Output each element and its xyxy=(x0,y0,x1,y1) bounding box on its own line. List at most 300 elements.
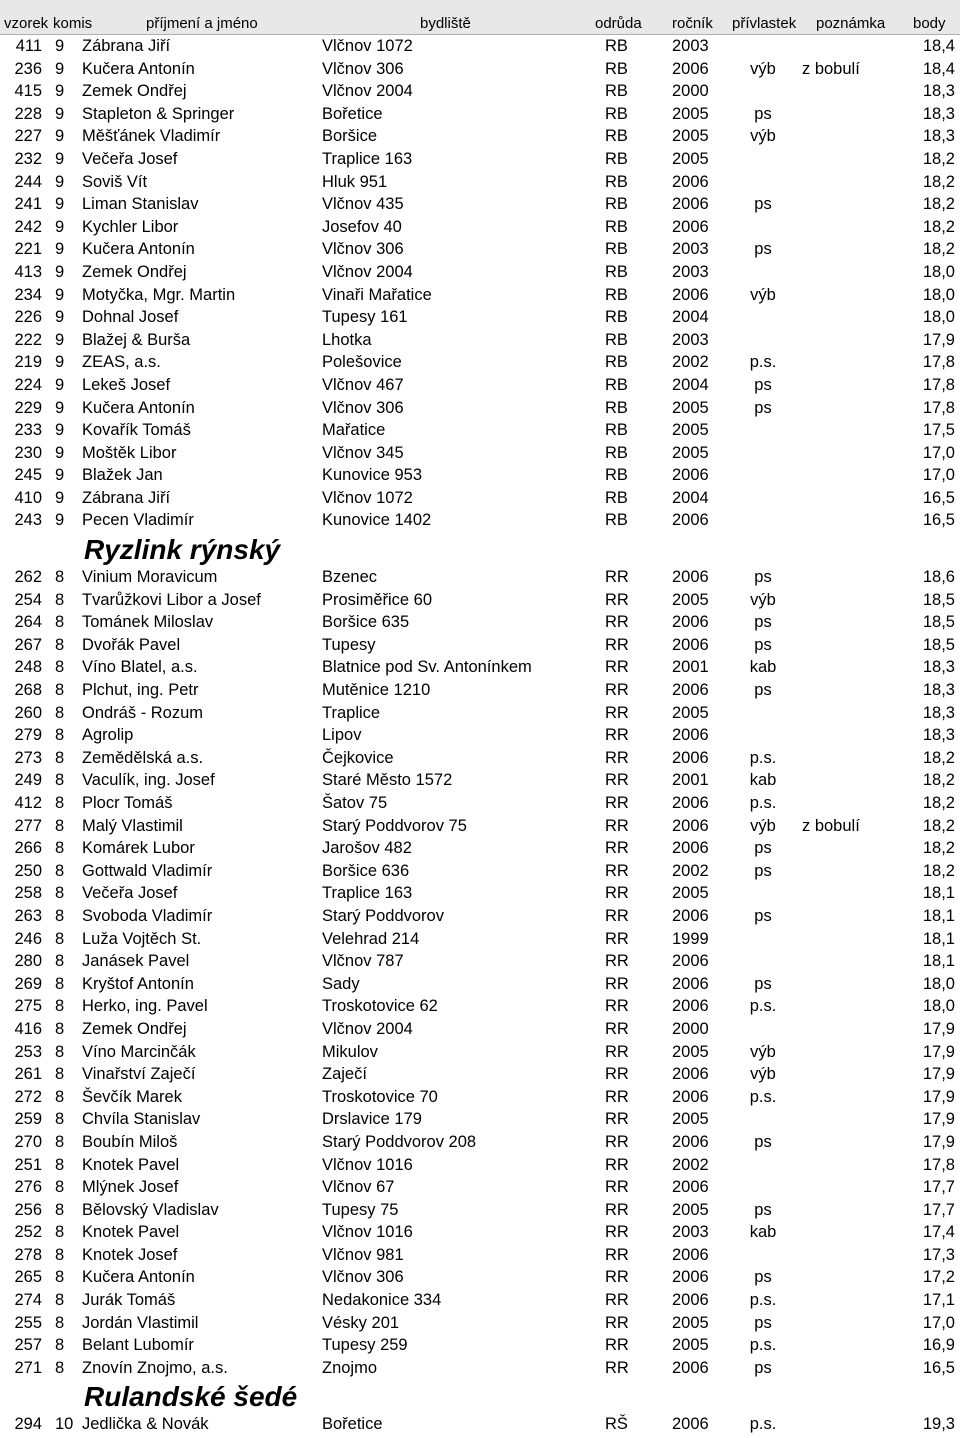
town-cell: Mařatice xyxy=(322,421,386,440)
header-sample: vzorek xyxy=(4,15,49,32)
town-cell: Traplice 163 xyxy=(322,884,413,903)
predicate-cell: p.s. xyxy=(749,748,777,767)
variety-cell: RR xyxy=(605,1132,629,1151)
grower-name-cell: Knotek Pavel xyxy=(82,1155,180,1174)
vintage-cell: 2006 xyxy=(672,1415,709,1434)
predicate-cell: ps xyxy=(754,375,772,394)
table-body xyxy=(0,35,960,1436)
vintage-cell: 2006 xyxy=(672,511,709,530)
table-row xyxy=(0,1289,960,1312)
table-row xyxy=(0,238,960,261)
town-cell: Vlčnov 467 xyxy=(322,375,404,394)
points-cell: 18,0 xyxy=(922,308,955,327)
variety-cell: RB xyxy=(605,217,628,236)
vintage-cell: 2005 xyxy=(672,104,709,123)
town-cell: Velehrad 214 xyxy=(322,929,420,948)
commission-number-cell: 8 xyxy=(55,568,65,587)
table-row xyxy=(0,284,960,307)
variety-cell: RR xyxy=(605,635,629,654)
commission-number-cell: 8 xyxy=(55,1019,65,1038)
variety-cell: RR xyxy=(605,974,629,993)
grower-name-cell: Kryštof Antonín xyxy=(82,974,194,993)
grower-name-cell: Zemek Ondřej xyxy=(82,82,187,101)
table-row xyxy=(0,1063,960,1086)
vintage-cell: 2004 xyxy=(672,308,709,327)
town-cell: Josefov 40 xyxy=(322,217,402,236)
commission-number-cell: 9 xyxy=(55,59,65,78)
commission-number-cell: 8 xyxy=(55,974,65,993)
variety-cell: RR xyxy=(605,906,629,925)
sample-number-cell: 262 xyxy=(14,568,42,587)
table-row xyxy=(0,1357,960,1380)
points-cell: 17,9 xyxy=(922,1019,955,1038)
town-cell: Hluk 951 xyxy=(322,172,388,191)
grower-name-cell: Svoboda Vladimír xyxy=(82,906,213,925)
town-cell: Boršice 635 xyxy=(322,613,410,632)
town-cell: Vlčnov 306 xyxy=(322,59,404,78)
commission-number-cell: 8 xyxy=(55,613,65,632)
sample-number-cell: 236 xyxy=(14,59,42,78)
table-row xyxy=(0,792,960,815)
points-cell: 17,8 xyxy=(922,353,955,372)
vintage-cell: 2005 xyxy=(672,1042,709,1061)
table-row xyxy=(0,1244,960,1267)
predicate-cell: ps xyxy=(754,195,772,214)
table-row xyxy=(0,464,960,487)
town-cell: Vlčnov 67 xyxy=(322,1178,395,1197)
vintage-cell: 2005 xyxy=(672,421,709,440)
commission-number-cell: 8 xyxy=(55,771,65,790)
commission-number-cell: 8 xyxy=(55,1087,65,1106)
points-cell: 18,0 xyxy=(922,974,955,993)
predicate-cell: výb xyxy=(750,127,776,146)
variety-cell: RR xyxy=(605,861,629,880)
table-header xyxy=(0,0,960,35)
vintage-cell: 2006 xyxy=(672,195,709,214)
commission-number-cell: 8 xyxy=(55,997,65,1016)
grower-name-cell: Kučera Antonín xyxy=(82,240,195,259)
vintage-cell: 2006 xyxy=(672,635,709,654)
vintage-cell: 2006 xyxy=(672,172,709,191)
variety-cell: RR xyxy=(605,748,629,767)
commission-number-cell: 8 xyxy=(55,726,65,745)
variety-cell: RR xyxy=(605,839,629,858)
town-cell: Bořetice xyxy=(322,104,383,123)
predicate-cell: p.s. xyxy=(749,1087,777,1106)
vintage-cell: 2005 xyxy=(672,590,709,609)
variety-cell: RB xyxy=(605,172,628,191)
vintage-cell: 1999 xyxy=(672,929,709,948)
variety-cell: RB xyxy=(605,488,628,507)
vintage-cell: 2006 xyxy=(672,285,709,304)
vintage-cell: 2005 xyxy=(672,1313,709,1332)
commission-number-cell: 8 xyxy=(55,703,65,722)
points-cell: 18,2 xyxy=(922,217,955,236)
predicate-cell: ps xyxy=(754,974,772,993)
predicate-cell: p.s. xyxy=(749,1291,777,1310)
commission-number-cell: 8 xyxy=(55,794,65,812)
predicate-cell: p.s. xyxy=(749,353,777,372)
grower-name-cell: Večeřa Josef xyxy=(82,884,178,903)
table-row xyxy=(0,397,960,420)
sample-number-cell: 245 xyxy=(14,466,42,485)
header-variety: odrůda xyxy=(595,15,642,32)
grower-name-cell: Tománek Miloslav xyxy=(82,613,214,632)
variety-cell: RB xyxy=(605,330,628,349)
points-cell: 16,5 xyxy=(922,488,955,507)
variety-cell: RR xyxy=(605,1291,629,1310)
sample-number-cell: 241 xyxy=(14,195,42,214)
grower-name-cell: Zemek Ondřej xyxy=(82,262,187,281)
vintage-cell: 2006 xyxy=(672,59,709,78)
table-row xyxy=(0,905,960,928)
vintage-cell: 2006 xyxy=(672,1087,709,1106)
vintage-cell: 2006 xyxy=(672,466,709,485)
points-cell: 19,3 xyxy=(922,1415,955,1434)
variety-cell: RR xyxy=(605,1200,629,1219)
predicate-cell: ps xyxy=(754,906,772,925)
variety-cell: RR xyxy=(605,1110,629,1129)
section-title: Rulandské šedé xyxy=(84,1381,298,1413)
town-cell: Znojmo xyxy=(322,1358,378,1377)
grower-name-cell: Agrolip xyxy=(82,726,134,745)
points-cell: 18,3 xyxy=(922,658,955,677)
commission-number-cell: 8 xyxy=(55,1245,65,1264)
sample-number-cell: 294 xyxy=(14,1415,42,1434)
points-cell: 17,0 xyxy=(922,466,955,485)
grower-name-cell: Kovařík Tomáš xyxy=(82,421,191,440)
table-row xyxy=(0,1312,960,1335)
table-row xyxy=(0,1221,960,1244)
vintage-cell: 2006 xyxy=(672,1132,709,1151)
points-cell: 18,4 xyxy=(922,37,955,55)
commission-number-cell: 8 xyxy=(55,1313,65,1332)
sample-number-cell: 412 xyxy=(14,794,42,812)
vintage-cell: 2000 xyxy=(672,1019,709,1038)
grower-name-cell: Zemek Ondřej xyxy=(82,1019,187,1038)
predicate-cell: ps xyxy=(754,1132,772,1151)
note-cell: z bobulí xyxy=(802,59,860,78)
points-cell: 18,3 xyxy=(922,703,955,722)
predicate-cell: výb xyxy=(750,285,776,304)
vintage-cell: 2006 xyxy=(672,794,709,812)
town-cell: Šatov 75 xyxy=(322,794,388,812)
sample-number-cell: 233 xyxy=(14,421,42,440)
variety-cell: RR xyxy=(605,703,629,722)
commission-number-cell: 9 xyxy=(55,308,65,327)
town-cell: Mikulov xyxy=(322,1042,378,1061)
predicate-cell: ps xyxy=(754,1268,772,1287)
grower-name-cell: Zábrana Jiří xyxy=(82,488,171,507)
table-row xyxy=(0,351,960,374)
variety-cell: RB xyxy=(605,262,628,281)
grower-name-cell: Kychler Libor xyxy=(82,217,179,236)
town-cell: Troskotovice 70 xyxy=(322,1087,438,1106)
grower-name-cell: Motyčka, Mgr. Martin xyxy=(82,285,236,304)
grower-name-cell: Jurák Tomáš xyxy=(82,1291,176,1310)
table-row xyxy=(0,1018,960,1041)
table-row xyxy=(0,928,960,951)
table-row xyxy=(0,1176,960,1199)
variety-cell: RB xyxy=(605,82,628,101)
table-row xyxy=(0,769,960,792)
predicate-cell: kab xyxy=(749,1223,777,1242)
commission-number-cell: 9 xyxy=(55,488,65,507)
sample-number-cell: 279 xyxy=(14,726,42,745)
grower-name-cell: Gottwald Vladimír xyxy=(82,861,213,880)
sample-number-cell: 248 xyxy=(14,658,42,677)
commission-number-cell: 9 xyxy=(55,127,65,146)
grower-name-cell: Ševčík Marek xyxy=(82,1087,182,1106)
sample-number-cell: 272 xyxy=(14,1087,42,1106)
table-row xyxy=(0,1266,960,1289)
table-row xyxy=(0,679,960,702)
vintage-cell: 2002 xyxy=(672,861,709,880)
table-row xyxy=(0,995,960,1018)
sample-number-cell: 244 xyxy=(14,172,42,191)
vintage-cell: 2005 xyxy=(672,884,709,903)
commission-number-cell: 8 xyxy=(55,1291,65,1310)
sample-number-cell: 269 xyxy=(14,974,42,993)
table-row xyxy=(0,306,960,329)
points-cell: 17,9 xyxy=(922,1110,955,1129)
sample-number-cell: 277 xyxy=(14,816,42,835)
points-cell: 17,9 xyxy=(922,1132,955,1151)
grower-name-cell: Vinium Moravicum xyxy=(82,568,218,587)
points-cell: 17,0 xyxy=(922,443,955,462)
commission-number-cell: 9 xyxy=(55,262,65,281)
variety-cell: RR xyxy=(605,1223,629,1242)
vintage-cell: 2006 xyxy=(672,1268,709,1287)
town-cell: Tupesy xyxy=(322,635,376,654)
town-cell: Vlčnov 435 xyxy=(322,195,404,214)
table-row xyxy=(0,1108,960,1131)
points-cell: 18,2 xyxy=(922,149,955,168)
vintage-cell: 2004 xyxy=(672,488,709,507)
predicate-cell: výb xyxy=(750,816,776,835)
header-year: ročník xyxy=(672,15,713,32)
points-cell: 18,3 xyxy=(922,127,955,146)
sample-number-cell: 226 xyxy=(14,308,42,327)
variety-cell: RR xyxy=(605,1358,629,1377)
predicate-cell: výb xyxy=(750,59,776,78)
predicate-cell: ps xyxy=(754,240,772,259)
grower-name-cell: Dohnal Josef xyxy=(82,308,179,327)
table-row xyxy=(0,193,960,216)
table-row xyxy=(0,103,960,126)
predicate-cell: p.s. xyxy=(749,1336,777,1355)
points-cell: 17,9 xyxy=(922,330,955,349)
points-cell: 18,3 xyxy=(922,104,955,123)
points-cell: 18,2 xyxy=(922,771,955,790)
vintage-cell: 2006 xyxy=(672,217,709,236)
commission-number-cell: 8 xyxy=(55,1065,65,1084)
commission-number-cell: 9 xyxy=(55,466,65,485)
sample-number-cell: 270 xyxy=(14,1132,42,1151)
town-cell: Lipov xyxy=(322,726,362,745)
table-row xyxy=(0,973,960,996)
points-cell: 18,0 xyxy=(922,997,955,1016)
town-cell: Starý Poddvorov 75 xyxy=(322,816,467,835)
table-row xyxy=(0,171,960,194)
town-cell: Tupesy 161 xyxy=(322,308,408,327)
sample-number-cell: 252 xyxy=(14,1223,42,1242)
variety-cell: RB xyxy=(605,127,628,146)
grower-name-cell: Víno Marcinčák xyxy=(82,1042,196,1061)
sample-number-cell: 253 xyxy=(14,1042,42,1061)
points-cell: 17,9 xyxy=(922,1065,955,1084)
commission-number-cell: 9 xyxy=(55,398,65,417)
table-row xyxy=(0,656,960,679)
grower-name-cell: Soviš Vít xyxy=(82,172,148,191)
table-row xyxy=(0,442,960,465)
grower-name-cell: Měšťánek Vladimír xyxy=(82,127,221,146)
predicate-cell: ps xyxy=(754,613,772,632)
table-row xyxy=(0,261,960,284)
grower-name-cell: Chvíla Stanislav xyxy=(82,1110,201,1129)
sample-number-cell: 227 xyxy=(14,127,42,146)
table-row xyxy=(0,1154,960,1177)
table-row xyxy=(0,148,960,171)
vintage-cell: 2006 xyxy=(672,568,709,587)
sample-number-cell: 224 xyxy=(14,375,42,394)
points-cell: 16,9 xyxy=(922,1336,955,1355)
town-cell: Traplice xyxy=(322,703,381,722)
table-row xyxy=(0,125,960,148)
predicate-cell: ps xyxy=(754,104,772,123)
town-cell: Boršice 636 xyxy=(322,861,410,880)
town-cell: Vlčnov 345 xyxy=(322,443,404,462)
variety-cell: RR xyxy=(605,681,629,700)
vintage-cell: 2006 xyxy=(672,839,709,858)
sample-number-cell: 280 xyxy=(14,952,42,971)
sample-number-cell: 273 xyxy=(14,748,42,767)
commission-number-cell: 8 xyxy=(55,1178,65,1197)
sample-number-cell: 243 xyxy=(14,511,42,530)
sample-number-cell: 410 xyxy=(14,488,42,507)
header-town: bydliště xyxy=(420,15,471,32)
variety-cell: RB xyxy=(605,37,628,55)
grower-name-cell: Belant Lubomír xyxy=(82,1336,194,1355)
sample-number-cell: 274 xyxy=(14,1291,42,1310)
variety-cell: RB xyxy=(605,511,628,530)
grower-name-cell: Moštěk Libor xyxy=(82,443,177,462)
commission-number-cell: 8 xyxy=(55,1358,65,1377)
table-row xyxy=(0,1334,960,1357)
vintage-cell: 2001 xyxy=(672,658,709,677)
town-cell: Starý Poddvorov xyxy=(322,906,444,925)
table-row xyxy=(0,882,960,905)
variety-cell: RB xyxy=(605,443,628,462)
points-cell: 18,2 xyxy=(922,172,955,191)
table-row xyxy=(0,1131,960,1154)
points-cell: 18,4 xyxy=(922,59,955,78)
vintage-cell: 2005 xyxy=(672,1200,709,1219)
variety-cell: RB xyxy=(605,285,628,304)
predicate-cell: ps xyxy=(754,1358,772,1377)
predicate-cell: ps xyxy=(754,635,772,654)
grower-name-cell: Plocr Tomáš xyxy=(82,794,173,812)
commission-number-cell: 8 xyxy=(55,1110,65,1129)
sample-number-cell: 251 xyxy=(14,1155,42,1174)
grower-name-cell: Blažej & Burša xyxy=(82,330,191,349)
variety-cell: RR xyxy=(605,794,629,812)
sample-number-cell: 257 xyxy=(14,1336,42,1355)
variety-cell: RŠ xyxy=(605,1415,628,1434)
commission-number-cell: 9 xyxy=(55,421,65,440)
town-cell: Bzenec xyxy=(322,568,378,587)
variety-cell: RB xyxy=(605,466,628,485)
town-cell: Drslavice 179 xyxy=(322,1110,422,1129)
table-row xyxy=(0,487,960,510)
town-cell: Tupesy 259 xyxy=(322,1336,408,1355)
points-cell: 18,1 xyxy=(922,884,955,903)
vintage-cell: 2006 xyxy=(672,816,709,835)
points-cell: 18,5 xyxy=(922,635,955,654)
predicate-cell: výb xyxy=(750,1042,776,1061)
variety-cell: RB xyxy=(605,353,628,372)
vintage-cell: 2001 xyxy=(672,771,709,790)
note-cell: z bobulí xyxy=(802,816,860,835)
commission-number-cell: 8 xyxy=(55,658,65,677)
town-cell: Kunovice 953 xyxy=(322,466,422,485)
sample-number-cell: 258 xyxy=(14,884,42,903)
commission-number-cell: 8 xyxy=(55,839,65,858)
vintage-cell: 2006 xyxy=(672,1291,709,1310)
vintage-cell: 2005 xyxy=(672,1336,709,1355)
grower-name-cell: Komárek Lubor xyxy=(82,839,195,858)
header-commission: komis xyxy=(53,15,93,32)
variety-cell: RR xyxy=(605,1268,629,1287)
town-cell: Kunovice 1402 xyxy=(322,511,432,530)
predicate-cell: kab xyxy=(749,658,777,677)
commission-number-cell: 8 xyxy=(55,681,65,700)
sample-number-cell: 268 xyxy=(14,681,42,700)
predicate-cell: ps xyxy=(754,861,772,880)
points-cell: 17,8 xyxy=(922,1155,955,1174)
table-row xyxy=(0,58,960,81)
vintage-cell: 2005 xyxy=(672,127,709,146)
points-cell: 18,2 xyxy=(922,748,955,767)
variety-cell: RB xyxy=(605,195,628,214)
table-row xyxy=(0,80,960,103)
variety-cell: RR xyxy=(605,884,629,903)
points-cell: 18,2 xyxy=(922,794,955,812)
table-row xyxy=(0,634,960,657)
commission-number-cell: 9 xyxy=(55,104,65,123)
sample-number-cell: 222 xyxy=(14,330,42,349)
sample-number-cell: 264 xyxy=(14,613,42,632)
commission-number-cell: 9 xyxy=(55,353,65,372)
vintage-cell: 2006 xyxy=(672,1245,709,1264)
commission-number-cell: 8 xyxy=(55,816,65,835)
section-title: Ryzlink rýnský xyxy=(84,534,281,566)
points-cell: 17,2 xyxy=(922,1268,955,1287)
sample-number-cell: 413 xyxy=(14,262,42,281)
town-cell: Čejkovice xyxy=(322,748,394,767)
predicate-cell: ps xyxy=(754,839,772,858)
grower-name-cell: ZEAS, a.s. xyxy=(82,353,161,372)
town-cell: Boršice xyxy=(322,127,378,146)
table-row xyxy=(0,35,960,58)
grower-name-cell: Víno Blatel, a.s. xyxy=(82,658,198,677)
sample-number-cell: 249 xyxy=(14,771,42,790)
variety-cell: RR xyxy=(605,1087,629,1106)
grower-name-cell: Kučera Antonín xyxy=(82,1268,195,1287)
town-cell: Starý Poddvorov 208 xyxy=(322,1132,477,1151)
variety-cell: RR xyxy=(605,929,629,948)
commission-number-cell: 8 xyxy=(55,748,65,767)
